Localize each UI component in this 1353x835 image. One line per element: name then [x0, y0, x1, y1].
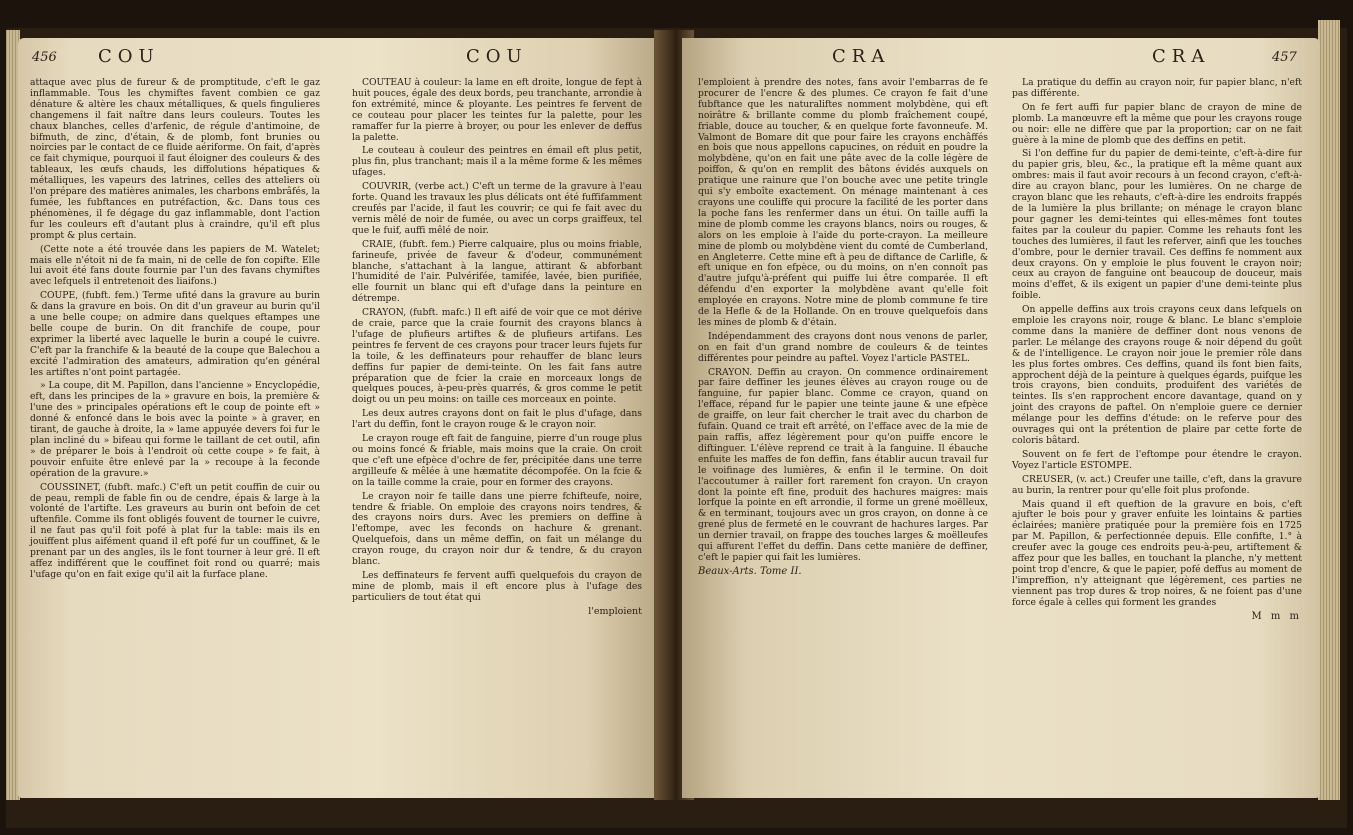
left-running-head: [18, 42, 664, 72]
paragraph: » La coupe, dit M. Papillon, dans l'ancienne » Encyclopédie, eft, dans les principes de la » gravure en bois, la première & l'une des » principales opérations eft le coup de pointe eft » donné & enfoncé dans le bois avec la pointe » à graver, en tirant, de gauche à droite, la » lame appuyée devers foi fur le plan incliné du » bifeau qui forme le taillant de cet outil, afin » de préparer le bois à l'endroit où cette coupe » fe fait, à pouvoir enfuite être enlevé par la » recoupe à la feconde opération de la gravure.»: [30, 380, 320, 479]
paragraph: CRAIE, (fubft. fem.) Pierre calquaire, plus ou moins friable, farineufe, privée de faveur & d'odeur, communément blanche, s'attachant à la langue, attirant & abforbant l'humidité de l'air. Pulvérifée, tamifée, lavée, bien purifiée, elle fournit un blanc qui eft d'ufage dans la peinture en détrempe.: [352, 238, 642, 305]
paragraph: On appelle deffins aux trois crayons ceux dans lefquels on emploie les crayons noir, rouge & blanc. Le blanc s'emploie comme dans la manière de deffiner dont nous venons de parler. Le mélange des crayons rouge & noir dépend du goût & de l'intelligence. Le crayon noir joue le premier rôle dans les plus fortes ombres. Ces deffins, quand ils font bien faits, approchent déjà de la peinture à quelques égards, puifque les trois crayons, bien conduits, produifent des variétés de teintes. Ils s'en rapprochent encore davantage, quand on y joint des crayons de paftel. On n'emploie guere ce dernier mélange pour les deffins d'étude: on le referve pour des ouvrages qui ont la prétention de plaire par cette forte de coloris bâtard.: [1012, 304, 1302, 446]
paragraph: attaque avec plus de fureur & de promptitude, c'eft le gaz inflammable. Tous les chymiftes favent combien ce gaz dénature & altère les chaux métalliques, & quels fingulieres changemens il fait naître dans leurs couleurs. Toutes les chaux blanches, celles d'arfenic, de régule d'antimoine, de bifmuth, de zinc, d'étain, & de plomb, font brunies ou noircies par le contact de ce fluide aériforme. On fait, d'après ce fait chymique, pourquoi il faut éloigner des couleurs & des tableaux, les œufs chauds, les diffolutions hépatiques & métalliques, les vapeurs des latrines, celles des atteliers où l'on prépare des matières animales, les charbons embrâfés, la fumée, les fubftances en putréfaction, &c. Dans tous ces phénomènes, il fe dégage du gaz inflammable, dont l'action fur les couleurs eft d'autant plus à craindre, qu'il eft plus prompt & plus certain.: [30, 77, 320, 241]
paragraph: CRAYON, (fubft. mafc.) Il eft aifé de voir que ce mot dérive de craie, parce que la craie fournit des crayons blancs à l'ufage de plufieurs artiftes & de plufieurs artifans. Les peintres fe fervent de ces crayons pour tracer leurs fujets fur la toile, & les deffinateurs pour rehauffer de blanc leurs deffins fur papier de demi-teinte. On les fait fans autre préparation que de fcier la craie en morceaux longs de quelques pouces, à-peu-près quarrés, & gros comme le petit doigt ou un peu moins: on taille ces morceaux en pointe.: [352, 307, 642, 406]
left-page: [18, 38, 664, 798]
paragraph: On fe fert auffi fur papier blanc de crayon de mine de plomb. La manœuvre eft la même que pour les crayons rouge ou noir: elle ne diffère que par la proportion; car on ne fait guère à la mine de plomb que des deffins en petit.: [1012, 101, 1302, 146]
paragraph: CREUSER, (v. act.) Creufer une taille, c'eft, dans la gravure au burin, la rentrer pour qu'elle foit plus profonde.: [1012, 473, 1302, 496]
paragraph: Les deux autres crayons dont on fait le plus d'ufage, dans l'art du deffin, font le crayon rouge & le crayon noir.: [352, 408, 642, 431]
paragraph: COUSSINET, (fubft. mafc.) C'eft un petit couffin de cuir ou de peau, rempli de fable fin ou de cendre, épais & large à la volonté de l'artifte. Les graveurs au burin ont befoin de cet uftenfile. Comme ils font obligés fouvent de tourner le cuivre, il ne faut pas qu'il foit pofé à plat fur la table: mais ils en jouiffent plus aifément quand il eft pofé fur un couffinet, & le prenant par un des angles, ils le font tourner à leur gré. Il eft affez indifférent que le couffinet foit rond ou quarré; mais l'ufage qu'on en fait exige qu'il ait la furface plane.: [30, 481, 320, 580]
left-head-left: COU: [98, 46, 160, 67]
paragraph: (Cette note a été trouvée dans les papiers de M. Watelet; mais elle n'étoit ni de fa main, ni de celle de fon copifte. Elle lui avoit été fans doute fournie par l'un des favans chymiftes avec lefquels il entretenoit des liaifons.): [30, 243, 320, 288]
paragraph: CRAYON. Deffin au crayon. On commence ordinairement par faire deffiner les jeunes élèves au crayon rouge ou de fanguine, fur papier blanc. Comme ce crayon, quand on l'efface, répand fur le papier une teinte jaune & une efpèce de graiffe, on leur fait chercher le trait avec du charbon de fufain. Quand ce trait eft arrêté, on l'efface avec de la mie de pain raffis, affez légèrement pour qu'on puiffe encore le diftinguer. L'élève reprend ce trait à la fanguine. Il ébauche enfuite les maffes de fon deffin, fans établir aucun travail fur le voifinage des lumières, & enfin il le termine. On doit l'accoutumer à railler fort rarement fon crayon. Un crayon dont la pointe eft fine, produit des hachures maigres: mais lorfque la pointe en eft arrondie, il forme un grené moëlleux, & en terminant, toujours avec un gros crayon, on donne à ce grené plus de fermeté en le couvrant de hachures larges. Par un dernier travail, on frappe des touches larges & moëlleufes qui affurent l'effet du deffin. Dans cette manière de deffiner, c'eft le papier qui fait les lumières.: [698, 366, 988, 563]
paragraph: COUPE, (fubft. fem.) Terme ufité dans la gravure au burin & dans la gravure en bois. On dit d'un graveur au burin qu'il a une belle coupe; on admire dans quelques eftampes une belle coupe de burin. On dit franchife de coupe, pour exprimer la liberté avec laquelle le burin a coupé le cuivre. C'eft par la franchife & la beauté de la coupe que Balechou a excité l'admiration des amateurs, admiration qu'en général les artiftes n'ont point partagée.: [30, 290, 320, 378]
right-column-1: [698, 78, 988, 578]
paragraph: Si l'on deffine fur du papier de demi-teinte, c'eft-à-dire fur du papier gris, bleu, &c., la pratique eft la même quant aux ombres: mais il faut avoir recours à un fecond crayon, c'eft-à-dire au crayon blanc, pour les lumières. On ne charge de crayon blanc que les rehauts, c'eft-à-dire les endroits frappés de la lumière la plus brillante; on ménage le crayon blanc pour gagner les demi-teintes qui elles-mêmes font toutes faites par la couleur du papier. Comme les rehauts font les touches des lumières, il faut les referver, ainfi que les touches d'ombre, pour le dernier travail. Ces deffins fe nomment aux deux crayons. On y emploie le plus fouvent le crayon noir; ceux au crayon de fanguine ont beaucoup de douceur, mais moins d'effet, & ils exigent un papier d'une demi-teinte plus foible.: [1012, 148, 1302, 302]
paragraph: Souvent on fe fert de l'eftompe pour étendre le crayon. Voyez l'article ESTOMPE.: [1012, 448, 1302, 471]
paragraph: Indépendamment des crayons dont nous venons de parler, on en fait d'un grand nombre de couleurs & de teintes différentes pour peindre au paftel. Voyez l'article PASTEL.: [698, 330, 988, 364]
right-running-head: [682, 42, 1320, 72]
paragraph: Le crayon rouge eft fait de fanguine, pierre d'un rouge plus ou moins foncé & friable, mais moins que la craie. On croit que c'eft une efpèce d'ochre de fer, précipitée dans une terre argilleufe & mêlée à une hæmatite décompofée. On la fcie & on la taille comme la craie, pour en former des crayons.: [352, 433, 642, 488]
left-column-1: [30, 78, 320, 584]
right-page: [682, 38, 1320, 798]
paragraph: Les deffinateurs fe fervent auffi quelquefois du crayon de mine de plomb, mais il eft encore plus à l'ufage des particuliers de tout état qui: [352, 569, 642, 603]
right-page-edges: [1318, 20, 1340, 800]
paragraph: l'emploient à prendre des notes, fans avoir l'embarras de fe procurer de l'encre & des plumes. Ce crayon fe fait d'une fubftance que les naturaliftes nomment molybdène, qui eft noirâtre & brillante comme du plomb fraîchement coupé, friable, douce au toucher, & en quelque forte favonneufe. M. Valmont de Bomare dit que pour faire les crayons enchâffés en bois que nous appellons capucines, on réduit en poudre la molybdène, qu'on en fait une pâte avec de la colle légère de poiffon, & qu'on en remplit des bâtons évidés auxquels on pratique une rainure que l'on bouche avec une petite tringle qui s'y emboîte exactement. On ménage maintenant à ces crayons une couliffe qui procure la facilité de les porter dans la poche fans les renfermer dans un étui. On taille auffi la mine de plomb comme les crayons blancs, noirs ou rouges, & alors on les emploie à l'aide du porte-crayon. La meilleure mine de plomb ou molybdène vient du comté de Cumberland, en Angleterre. Cette mine eft à peu de diftance de Carlifle, & eft unique en fon efpèce, ou du moins, on n'en connoît pas d'autre jufqu'à-préfent qui puiffe lui être comparée. Il eft défendu d'en exporter la molybdène avant qu'elle foit employée en crayons. Notre mine de plomb commune fe tire de la Hefle & de la Hollande. On en trouve quelquefois dans les mines de plomb & d'étain.: [698, 77, 988, 328]
paragraph: COUVRIR, (verbe act.) C'eft un terme de la gravure à l'eau forte. Quand les travaux les plus délicats ont été fuffifamment creufés par l'acide, il faut les couvrir; ce qui fe fait avec du vernis mêlé de noir de fumée, ou avec un corps graiffeux, tel que le fuif, auffi mêlé de noir.: [352, 181, 642, 236]
paragraph: Le crayon noir fe taille dans une pierre fchifteufe, noire, tendre & friable. On emploie des crayons noirs tendres, & des crayons noirs durs. Avec les premiers on deffine à l'eftompe, avec les feconds on hachure & grenant. Quelquefois, dans un même deffin, on fait un mélange du crayon rouge, du crayon noir dur & tendre, & du crayon blanc.: [352, 490, 642, 568]
right-head-right: CRA: [1152, 46, 1211, 67]
paragraph: COUTEAU à couleur: la lame en eft droite, longue de fept à huit pouces, égale des deux bords, peu tranchante, arrondie à fon extrémité, mince & ployante. Les peintres fe fervent de ce couteau pour placer les teintes fur la palette, pour les ramaffer fur la pierre à broyer, ou pour les enlever de deffus la palette.: [352, 77, 642, 143]
left-head-right: COU: [466, 46, 528, 67]
left-column-2: [352, 78, 642, 618]
right-column-2: [1012, 78, 1302, 623]
catchword: l'emploient: [588, 605, 642, 617]
paragraph: Mais quand il eft queftion de la gravure en bois, c'eft ajufter le bois pour y graver enfuite les lointains & parties éclairées; manière pratiquée pour la première fois en 1725 par M. Papillon, & perfectionnée depuis. Elle confifte, 1.° à creufer avec la gouge ces endroits peu-à-peu, artiftement & affez pour que les balles, en touchant la planche, n'y mettent point trop d'encre, & que le papier, pofé deffus au moment de l'impreffion, n'y atteignant que légèrement, ces parties ne viennent pas trop dures & trop noires, & ne foient pas d'une force égale à celles qui forment les grandes: [1012, 498, 1302, 608]
paragraph: La pratique du deffin au crayon noir, fur papier blanc, n'eft pas différente.: [1012, 77, 1302, 99]
signature-mark: M m m: [1251, 610, 1302, 622]
paragraph: Le couteau à couleur des peintres en émail eft plus petit, plus fin, plus tranchant; mais il a la même forme & les mêmes ufages.: [352, 145, 642, 179]
right-head-left: CRA: [832, 46, 891, 67]
volume-footer: Beaux-Arts. Tome II.: [698, 565, 802, 577]
right-page-number: 457: [1272, 50, 1297, 65]
left-page-number: 456: [32, 50, 57, 65]
